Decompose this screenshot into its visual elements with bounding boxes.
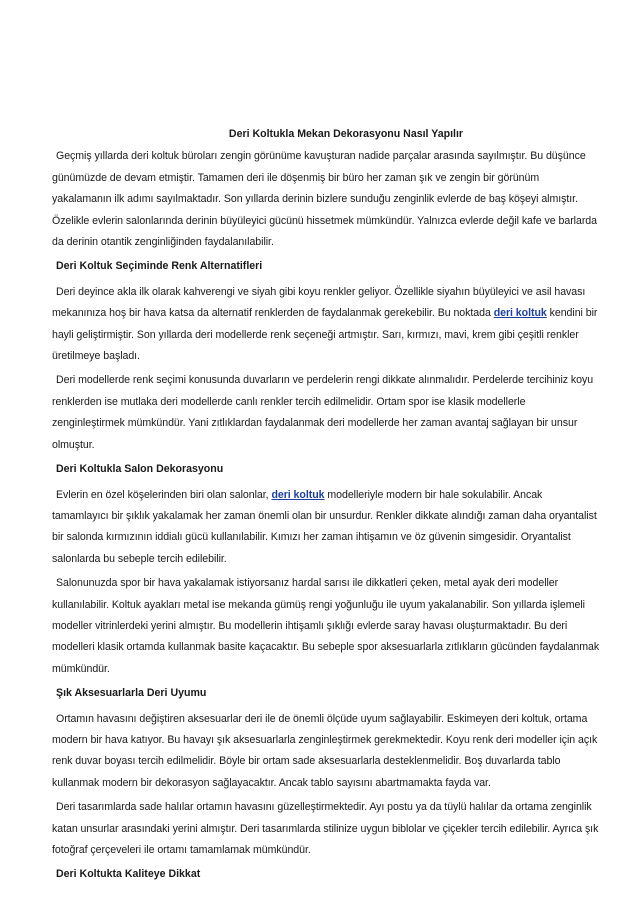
section-heading-quality: Deri Koltukta Kaliteye Dikkat	[56, 868, 201, 881]
color-alternatives-paragraph-1	[52, 282, 600, 368]
text-segment: Evlerin en özel köşelerinden biri olan salonlar,	[56, 488, 272, 501]
deri-koltuk-link[interactable]: deri koltuk	[493, 307, 547, 320]
section-heading-salon-decoration: Deri Koltukla Salon Dekorasyonu	[56, 463, 224, 476]
color-alternatives-paragraph-2: Deri modellerde renk seçimi konusunda duvarların ve perdelerin rengi dikkate alınmalıdır. Perdelerde tercihiniz koyu renklerden ise mutlaka deri modellerde canlı renkler tercih edilmelidir. Ortam spor ise klasik modellerle zenginleştirmek mümkündür. Yani zıtlıklardan faydalanmak deri modellerde her zaman avantaj sağlayan bir unsur olmuştur.	[52, 374, 594, 451]
text-segment: modelleriyle modern bir hale sokulabilir. Ancak tamamlayıcı bir şıklık yakalamak her zaman önemli olan bir unsurdur. Renkler dikkate alındığı zaman daha oryantalist bir salonda kırmızının iddialı gücü kullanılabilir. Kımızı her zaman ihtişamın ve öz güvenin simgesidir. Oryantalist salonlarda bu sebeple tercih edilebilir.	[52, 488, 597, 565]
text-segment: kendini bir hayli geliştirmiştir. Son yıllarda deri modellerde renk seçeneği artmıştır. Sarı, kırmızı, mavi, krem gibi çeşitli renkler üretilmeye başladı.	[52, 307, 598, 363]
accessories-paragraph-2: Deri tasarımlarda sade halılar ortamın havasını güzelleştirmektedir. Ayı postu ya da tüylü halılar da ortama zenginlik katan unsurlar arasındaki yerini almıştır. Deri tasarımlarda stilinize uygun biblolar ve çiçekler tercih edilebilir. Ayrıca şık fotoğraf çerçeveleri ile ortamı tamamlamak mümkündür.	[52, 801, 599, 856]
intro-paragraph: Geçmiş yıllarda deri koltuk büroları zengin görünüme kavuşturan nadide parçalar arasında sayılmıştır. Bu düşünce günümüzde de devam etmiştir. Tamamen deri ile döşenmiş bir büro her zaman şık ve zengin bir görünüm yakalamanın ilk adımı sayılmaktadır. Son yıllarda derinin bizlere sunduğu zenginlik evlerde de baş köşeyi almıştır. Özelikle evlerin salonlarında derinin büyüleyici gücünü hissetmek mümkündür. Yalnızca evlerde değil kafe ve barlarda da derinin otantik zenginliğinden faydalanılabilir.	[52, 150, 597, 249]
document-page	[52, 124, 600, 890]
text-segment: Deri deyince akla ilk olarak kahverengi ve siyah gibi koyu renkler geliyor. Özellikle siyahın büyüleyici ve asil havası mekanınıza hoş bir hava katsa da alternatif renklerden de faydalanmak gerekebilir. Bu noktada	[52, 285, 586, 320]
salon-decoration-paragraph-2: Salonunuzda spor bir hava yakalamak istiyorsanız hardal sarısı ile dikkatleri çeken, metal ayak deri modeller kullanılabilir. Koltuk ayakları metal ise mekanda gümüş rengi yoğunluğu ile uyum yakalanabilir. Son yıllarda işlemeli modeller vitrinlerdeki yerini almıştır. Bu modellerin ihtişamlı şıklığı evlerde saray havası oluşturmaktadır. Bu deri modelleri klasik ortamda kullanmak basite kaçacaktır. Bu sebeple spor aksesuarlarla zıtlıkların gücünden faydalanmak mümkündür.	[52, 577, 600, 675]
section-heading-color-alternatives: Deri Koltuk Seçiminde Renk Alternatifleri	[56, 260, 263, 273]
accessories-paragraph-1: Ortamın havasını değiştiren aksesuarlar deri ile de önemli ölçüde uyum sağlayabilir. Eskimeyen deri koltuk, ortama modern bir hava katıyor. Bu havayı şık aksesuarlarla zenginleştirmek gerekmektedir. Koyu renk deri modeller için açık renk duvar boyası tercih edilmelidir. Böyle bir ortam sade aksesuarlarla desteklenmelidir. Boş duvarlarda tablo kullanmak modern bir dekorasyon sağlayacaktır. Ancak tablo sayısını abartmamakta fayda var.	[52, 712, 598, 789]
salon-decoration-paragraph-1	[52, 485, 600, 571]
section-heading-accessories: Şık Aksesuarlarla Deri Uyumu	[56, 687, 207, 700]
document-title: Deri Koltukla Mekan Dekorasyonu Nasıl Yapılır	[228, 128, 464, 140]
deri-koltuk-link[interactable]: deri koltuk	[271, 488, 325, 501]
